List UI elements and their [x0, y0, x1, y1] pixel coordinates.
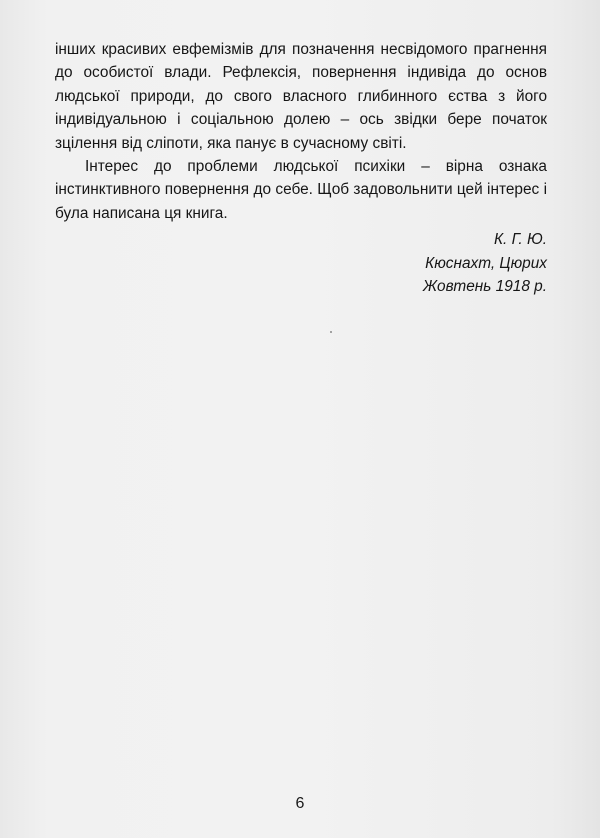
paragraph-2: Інтерес до проблеми людської психіки – вірна ознака інстинктивного повернення до себе. Щоб задовольнити цей інтерес і була написана ця книга. — [55, 158, 547, 222]
page-number: 6 — [295, 795, 305, 812]
signature-date: Жовтень 1918 р. — [422, 278, 547, 296]
signature-block — [423, 228, 547, 299]
paragraph-1: інших красивих евфемізмів для позначення несвідомого прагнення до особистої влади. Рефлексія, повернення індивіда до основ людської природи, до свого власного глибинного єства з його індивідуальною і соціальною долею – ось звідки бере початок зцілення від сліпоти, яка панує в сучасному світі. — [55, 41, 547, 152]
signature-initials: К. Г. Ю. — [493, 231, 547, 248]
body-text — [55, 38, 547, 225]
print-speck — [330, 331, 332, 333]
signature-place: Кюснахт, Цюрих — [425, 254, 547, 272]
